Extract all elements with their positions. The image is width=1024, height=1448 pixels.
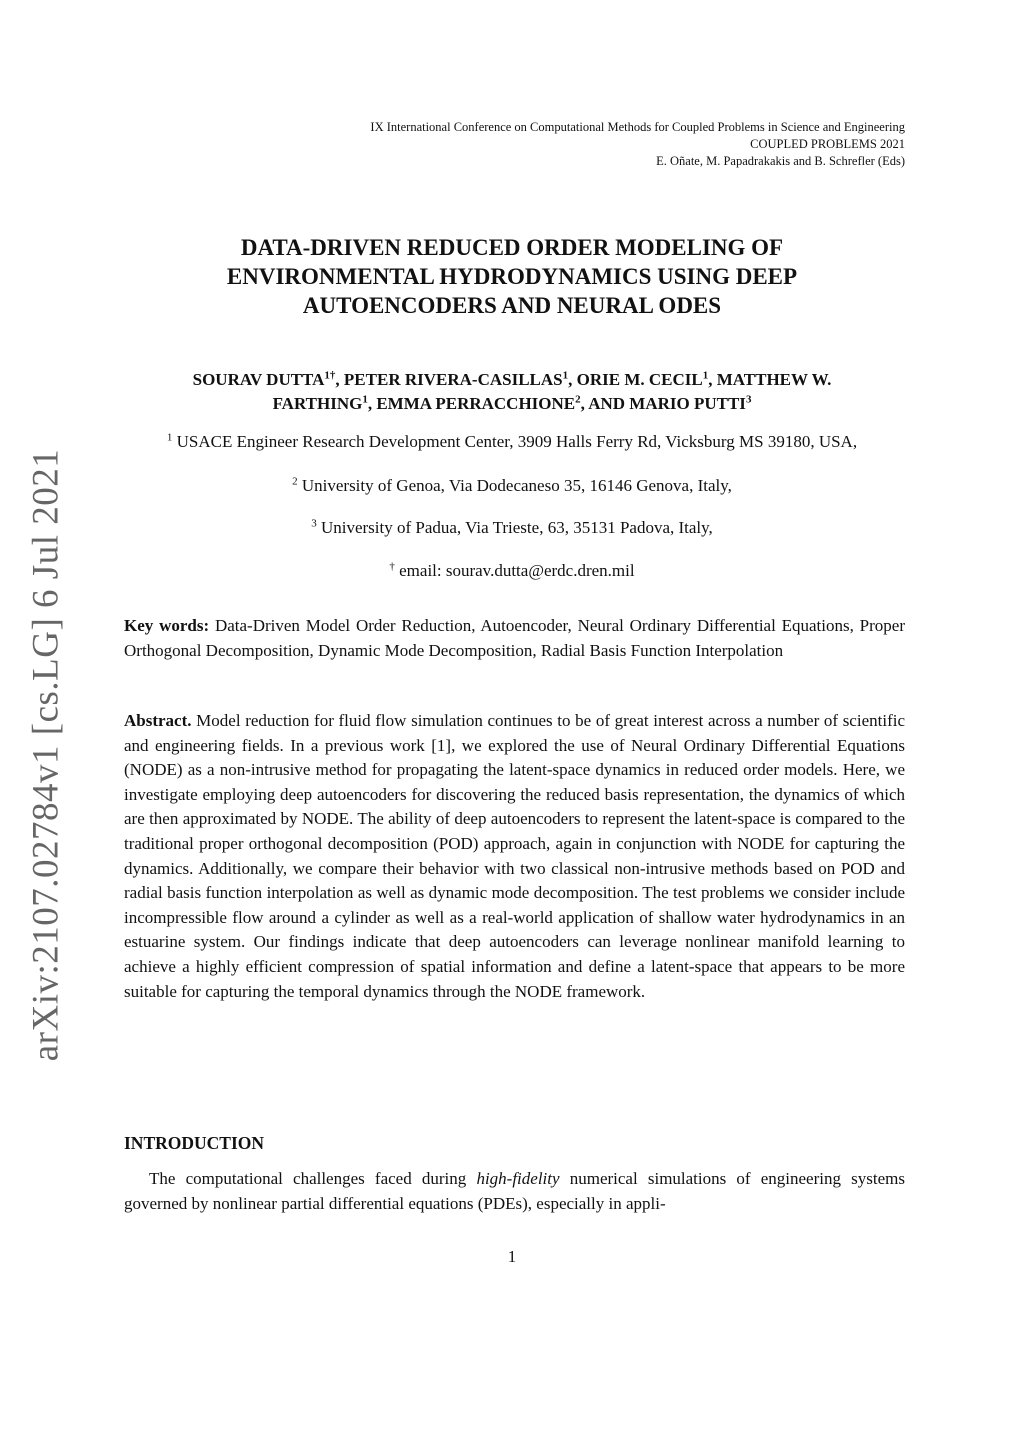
intro-emphasis: high-fidelity — [476, 1169, 560, 1188]
affiliation-email — [100, 560, 924, 582]
conference-short-name: COUPLED PROBLEMS 2021 — [750, 137, 905, 151]
author-name: SOURAV DUTTA — [192, 370, 325, 389]
conference-editors: E. Oñate, M. Papadrakakis and B. Schrefler (Eds) — [656, 154, 905, 168]
author-name: , EMMA PERRACCHIONE — [367, 394, 576, 413]
author-mark: 1 — [702, 369, 709, 382]
intro-text: numerical simulations of engineering systems governed by nonlinear partial differential equations (PDEs), especially in appli- — [124, 1169, 905, 1213]
author-mark: 1 — [362, 393, 368, 406]
abstract-label: Abstract. — [124, 711, 192, 730]
affiliation-mark: 2 — [292, 475, 298, 488]
title-line: ENVIRONMENTAL HYDRODYNAMICS USING DEEP — [226, 264, 798, 289]
affiliation-text: University of Genoa, Via Dodecaneso 35, 16146 Genova, Italy, — [301, 476, 732, 495]
affiliation — [100, 517, 924, 539]
title-line: DATA-DRIVEN REDUCED ORDER MODELING OF — [240, 235, 784, 260]
email-address: email: sourav.dutta@erdc.dren.mil — [399, 561, 635, 580]
title-line: AUTOENCODERS AND NEURAL ODES — [302, 293, 722, 318]
author-list — [100, 368, 924, 416]
author-line — [100, 392, 924, 416]
conference-name: IX International Conference on Computational Methods for Coupled Problems in Science and Engineering — [370, 120, 905, 134]
author-name: , ORIE M. CECIL — [568, 370, 703, 389]
author-line — [100, 368, 924, 392]
affiliation — [100, 475, 924, 497]
author-mark: 2 — [575, 393, 581, 406]
affiliation-mark: 1 — [166, 431, 173, 444]
author-mark: 1† — [324, 369, 336, 382]
conference-header — [370, 119, 905, 170]
keywords-text: Data-Driven Model Order Reduction, Autoencoder, Neural Ordinary Differential Equations, Proper Orthogonal Decomposition, Dynamic Mode Decomposition, Radial Basis Function Interpolation — [124, 616, 906, 660]
abstract — [124, 709, 905, 1004]
arxiv-stamp: arXiv:2107.02784v1 [cs.LG] 6 Jul 2021 — [25, 448, 67, 1062]
intro-text: The computational challenges faced during — [149, 1169, 477, 1188]
affiliation-text: University of Padua, Via Trieste, 63, 35131 Padova, Italy, — [320, 518, 713, 537]
author-mark: 3 — [745, 393, 752, 406]
abstract-text: Model reduction for fluid flow simulation continues to be of great interest across a number of scientific and engineering fields. In a previous work [1], we explored the use of Neural Ordinary Differential Equations (NODE) as a non-intrusive method for propagating the latent-space dynamics in reduced order models. Here, we investigate employing deep autoencoders for discovering the reduced basis representation, the dynamics of which are then approximated by NODE. The ability of deep autoencoders to represent the latent-space is compared to the traditional proper orthogonal decomposition (POD) approach, again in conjunction with NODE for capturing the dynamics. Additionally, we compare their behavior with two classical non-intrusive methods based on POD and radial basis function interpolation as well as dynamic mode decomposition. The test problems we consider include incompressible flow around a cylinder as well as a real-world application of shallow water hydrodynamics in an estuarine system. Our findings indicate that deep autoencoders can leverage nonlinear manifold learning to achieve a highly efficient compression of spatial information and define a latent-space that appears to be more suitable for capturing the temporal dynamics through the NODE framework. — [124, 711, 905, 1001]
affiliation-mark: 3 — [311, 517, 317, 530]
paper-title — [0, 233, 1024, 320]
affiliation-mark: † — [389, 560, 395, 573]
keywords-label: Key words: — [124, 616, 210, 635]
author-name: , MATTHEW W. — [708, 370, 832, 389]
author-name: , AND MARIO PUTTI — [580, 394, 746, 413]
author-name: , PETER RIVERA-CASILLAS — [335, 370, 563, 389]
author-mark: 1 — [562, 369, 569, 382]
section-heading: INTRODUCTION — [124, 1133, 265, 1153]
affiliation — [100, 431, 924, 453]
keywords — [124, 614, 905, 663]
affiliation-text: USACE Engineer Research Development Center, 3909 Halls Ferry Rd, Vicksburg MS 39180, USA, — [176, 432, 858, 451]
author-name: FARTHING — [272, 394, 363, 413]
introduction-paragraph — [124, 1167, 905, 1216]
page-number: 1 — [507, 1247, 517, 1266]
